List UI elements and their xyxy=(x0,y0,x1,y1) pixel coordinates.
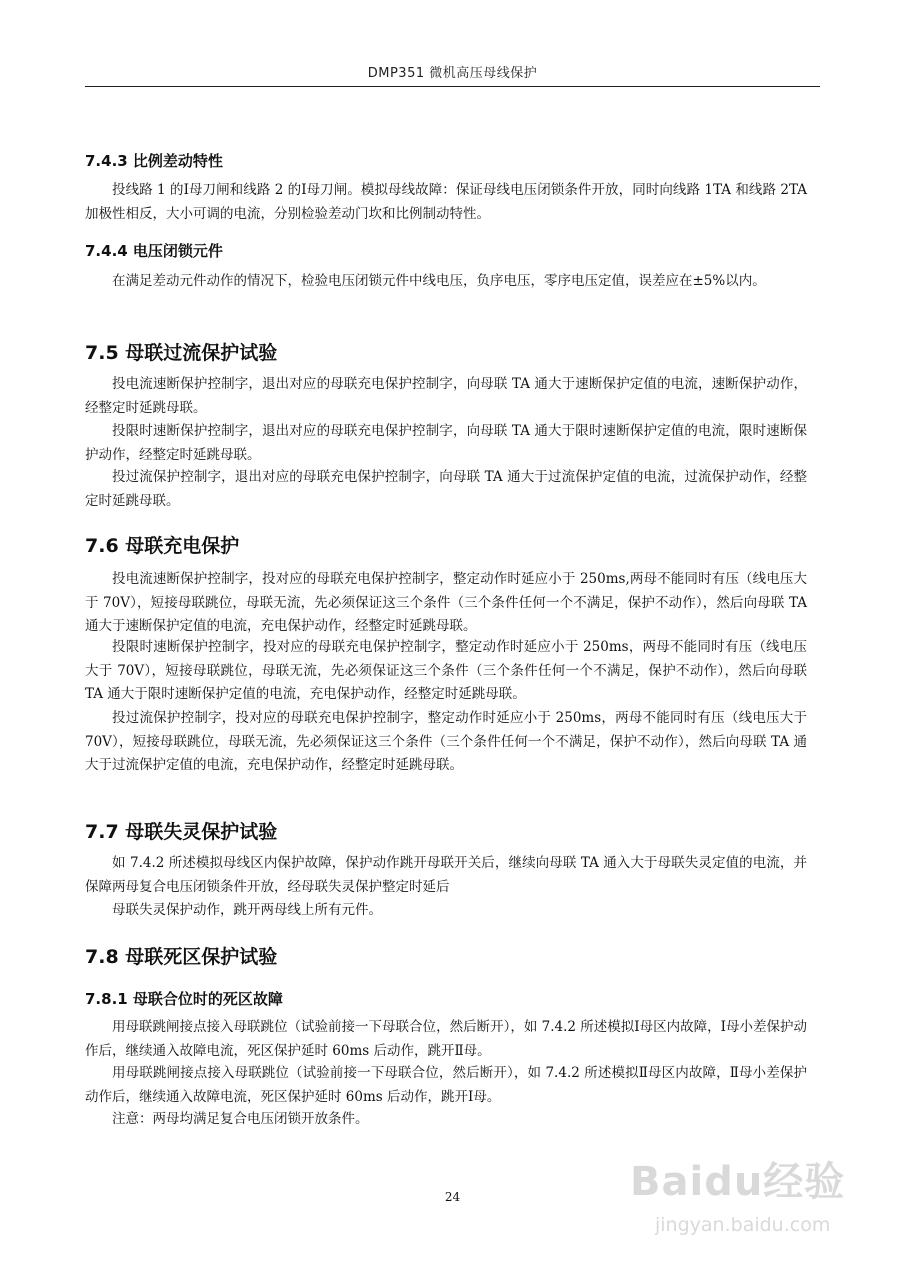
paragraph: 在满足差动元件动作的情况下，检验电压闭锁元件中线电压，负序电压，零序电压定值，误差应在±5%以内。 xyxy=(112,273,766,289)
watermark-url: jingyan.baidu.com xyxy=(655,1214,831,1236)
paragraph: 母联失灵保护动作，跳开两母线上所有元件。 xyxy=(112,902,382,918)
paragraph: 投电流速断保护控制字，投对应的母联充电保护控制字，整定动作时延应小于 250ms,两母不能同时有压（线电压大于 70V），短接母联跳位，母联无流，先必须保证这三个条件（三个条件任何一个不满足，保护不动作），然后向母联 TA 通大于速断保护定值的电流，充电保护动作，经整定时延跳母联。 xyxy=(85,571,807,634)
heading-7-4-3: 7.4.3 比例差动特性 xyxy=(85,152,223,170)
paragraph: 用母联跳闸接点接入母联跳位（试验前接一下母联合位，然后断开），如 7.4.2 所述模拟Ⅰ母区内故障，Ⅰ母小差保护动作后，继续通入故障电流，死区保护延时 60ms 后动作，跳开Ⅱ母。 xyxy=(85,1019,807,1059)
paragraph: 投线路 1 的Ⅰ母刀闸和线路 2 的Ⅰ母刀闸。模拟母线故障：保证母线电压闭锁条件开放，同时向线路 1TA 和线路 2TA 加极性相反，大小可调的电流，分别检验差动门坎和比例制动特性。 xyxy=(85,182,807,222)
paragraph: 投电流速断保护控制字，退出对应的母联充电保护控制字，向母联 TA 通大于速断保护定值的电流，速断保护动作，经整定时延跳母联。 xyxy=(85,376,807,416)
heading-7-8-1: 7.8.1 母联合位时的死区故障 xyxy=(85,990,283,1008)
paragraph: 投过流保护控制字，投对应的母联充电保护控制字，整定动作时延应小于 250ms，两母不能同时有压（线电压大于 70V），短接母联跳位，母联无流，先必须保证这三个条件（三个条件任何一个不满足，保护不动作），然后向母联 TA 通大于过流保护定值的电流，充电保护动作，经整定时延跳母联。 xyxy=(85,710,807,773)
paragraph: 如 7.4.2 所述模拟母线区内保护故障，保护动作跳开母联开关后，继续向母联 TA 通入大于母联失灵定值的电流，并保障两母复合电压闭锁条件开放，经母联失灵保护整定时延后 xyxy=(85,855,807,895)
heading-7-4-4: 7.4.4 电压闭锁元件 xyxy=(85,242,223,260)
heading-7-7: 7.7 母联失灵保护试验 xyxy=(85,821,278,843)
heading-7-5: 7.5 母联过流保护试验 xyxy=(85,342,278,364)
paragraph: 注意：两母均满足复合电压闭锁开放条件。 xyxy=(112,1111,369,1127)
paragraph: 投过流保护控制字，退出对应的母联充电保护控制字，向母联 TA 通大于过流保护定值的电流，过流保护动作，经整定时延跳母联。 xyxy=(85,469,807,509)
paragraph: 投限时速断保护控制字，投对应的母联充电保护控制字，整定动作时延应小于 250ms，两母不能同时有压（线电压大于 70V），短接母联跳位，母联无流，先必须保证这三个条件（三个条件任何一个不满足，保护不动作），然后向母联 TA 通大于限时速断保护定值的电流，充电保护动作，经整定时延跳母联。 xyxy=(85,639,807,702)
paragraph: 投限时速断保护控制字，退出对应的母联充电保护控制字，向母联 TA 通大于限时速断保护定值的电流，限时速断保护动作，经整定时延跳母联。 xyxy=(85,423,807,463)
heading-7-6: 7.6 母联充电保护 xyxy=(85,535,240,557)
watermark-brand: Baidu经验 xyxy=(630,1159,846,1205)
heading-7-8: 7.8 母联死区保护试验 xyxy=(85,946,278,968)
paragraph: 用母联跳闸接点接入母联跳位（试验前接一下母联合位，然后断开），如 7.4.2 所述模拟Ⅱ母区内故障，Ⅱ母小差保护动作后，继续通入故障电流，死区保护延时 60ms 后动作，跳开Ⅰ母。 xyxy=(85,1065,807,1105)
watermark xyxy=(630,1150,870,1260)
running-header: DMP351 微机高压母线保护 xyxy=(367,66,538,81)
page-number: 24 xyxy=(444,1190,461,1204)
header-rule xyxy=(85,86,820,87)
